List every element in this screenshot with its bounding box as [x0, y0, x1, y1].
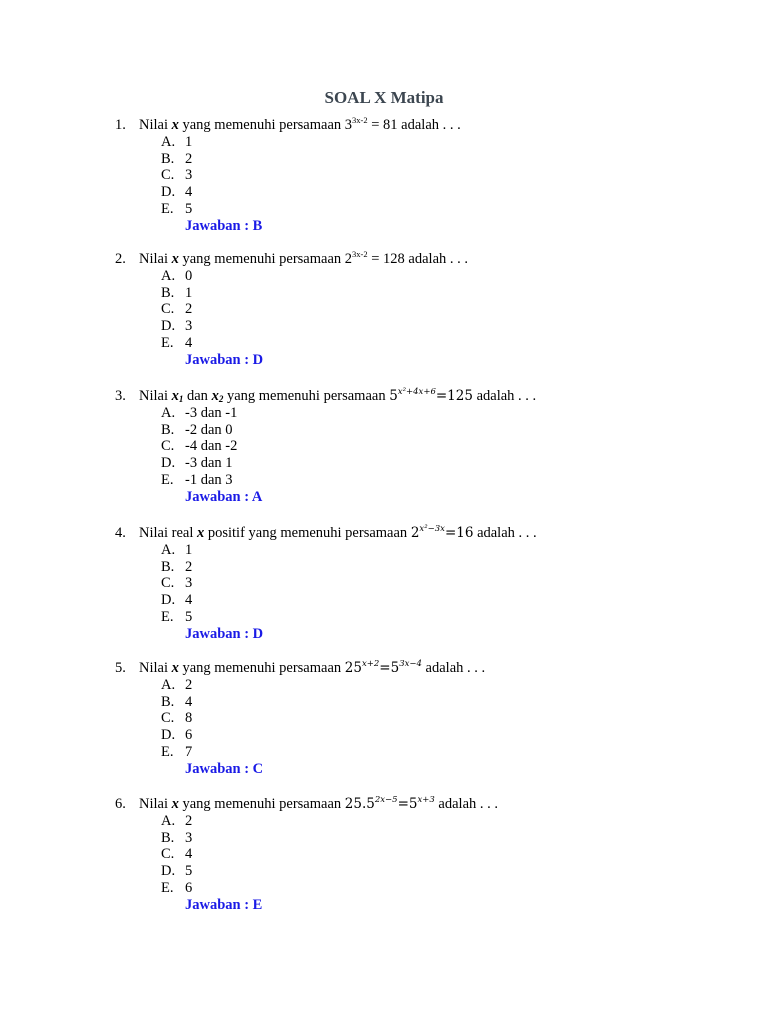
question-number: 2.	[115, 251, 126, 267]
option-c: C. 3	[161, 575, 193, 592]
option-d: D. 4	[161, 184, 193, 201]
answer-key: Jawaban : E	[185, 896, 263, 913]
option-d: D. 3	[161, 318, 193, 335]
option-c: C. 4	[161, 846, 193, 863]
option-a: A. 1	[161, 133, 193, 150]
question-number: 6.	[115, 796, 126, 812]
equation: $2^{x^2-3x}=16$	[410, 524, 474, 541]
question-text: Nilai x yang memenuhi persamaan $2^{3x-2} = 128$ adalah . . .	[139, 249, 469, 267]
equation: $3^{3x-2} = 81$	[344, 115, 398, 133]
option-b: B. 4	[161, 693, 193, 710]
option-c: C. 2	[161, 301, 193, 318]
equation: $25.5^{2x-5}=5^{x+3}$	[344, 795, 435, 812]
option-c: C. 3	[161, 167, 193, 184]
question-text: Nilai x yang memenuhi persamaan $3^{3x-2} = 81$ adalah . . .	[139, 115, 461, 133]
option-list	[161, 542, 735, 626]
equation: $5^{x^2+4x+6}=125$	[389, 387, 473, 404]
question-text: Nilai x yang memenuhi persamaan $25^{x+2}=5^{3x-4}$ adalah . . .	[139, 659, 486, 676]
option-c: C. 8	[161, 710, 193, 727]
option-list	[161, 677, 735, 761]
variable-x: x	[171, 251, 179, 267]
variable-x1: $x_1$	[171, 388, 184, 404]
equation: $2^{3x-2} = 128$	[344, 249, 405, 267]
option-a: A. 1	[161, 541, 193, 558]
option-e: E. -1 dan 3	[161, 471, 233, 488]
question-2	[115, 251, 735, 369]
answer-key: Jawaban : B	[185, 217, 263, 234]
answer-key: Jawaban : C	[185, 760, 264, 777]
option-list	[161, 405, 735, 489]
option-b: B. 2	[161, 558, 193, 575]
question-number: 3.	[115, 388, 126, 404]
question-3	[115, 388, 735, 506]
option-d: D. 4	[161, 592, 193, 609]
question-text: Nilai real x positif yang memenuhi persamaan $2^{x^2-3x}=16$ adalah . . .	[139, 524, 537, 541]
question-number: 5.	[115, 660, 126, 676]
option-e: E. 5	[161, 200, 193, 217]
question-stem	[115, 388, 735, 405]
option-a: A. 2	[161, 676, 193, 693]
option-list	[161, 268, 735, 352]
equation: $25^{x+2}=5^{3x-4}$	[344, 659, 422, 676]
answer-key: Jawaban : D	[185, 625, 264, 642]
option-a: A. -3 dan -1	[161, 404, 238, 421]
page-title: SOAL X Matipa	[324, 88, 444, 107]
option-d: D. 5	[161, 863, 193, 880]
question-stem	[115, 117, 735, 134]
option-list	[161, 134, 735, 218]
question-5	[115, 660, 735, 778]
variable-x2: $x_2$	[211, 388, 224, 404]
answer-key: Jawaban : A	[185, 488, 263, 505]
variable-x: x	[171, 117, 179, 133]
variable-x: x	[171, 660, 179, 676]
option-list	[161, 813, 735, 897]
question-stem	[115, 251, 735, 268]
question-text: Nilai $x_1$ dan $x_2$ yang memenuhi persamaan $5^{x^2+4x+6}=125$ adalah . . .	[139, 387, 537, 404]
question-1	[115, 117, 735, 235]
option-b: B. 2	[161, 150, 193, 167]
option-b: B. 1	[161, 284, 193, 301]
option-a: A. 0	[161, 267, 193, 284]
answer-key: Jawaban : D	[185, 351, 264, 368]
option-c: C. -4 dan -2	[161, 438, 238, 455]
option-d: D. -3 dan 1	[161, 455, 233, 472]
question-stem	[115, 796, 735, 813]
question-number: 1.	[115, 117, 126, 133]
question-stem	[115, 525, 735, 542]
question-4	[115, 525, 735, 643]
question-text: Nilai x yang memenuhi persamaan $25.5^{2x-5}=5^{x+3}$ adalah . . .	[139, 795, 499, 812]
option-b: B. -2 dan 0	[161, 421, 233, 438]
option-e: E. 7	[161, 743, 193, 760]
question-6	[115, 796, 735, 914]
option-a: A. 2	[161, 812, 193, 829]
option-e: E. 5	[161, 608, 193, 625]
variable-x: x	[171, 796, 179, 812]
question-number: 4.	[115, 525, 126, 541]
question-stem	[115, 660, 735, 677]
option-e: E. 6	[161, 879, 193, 896]
option-e: E. 4	[161, 334, 193, 351]
option-b: B. 3	[161, 829, 193, 846]
option-d: D. 6	[161, 727, 193, 744]
variable-x: x	[196, 525, 205, 541]
